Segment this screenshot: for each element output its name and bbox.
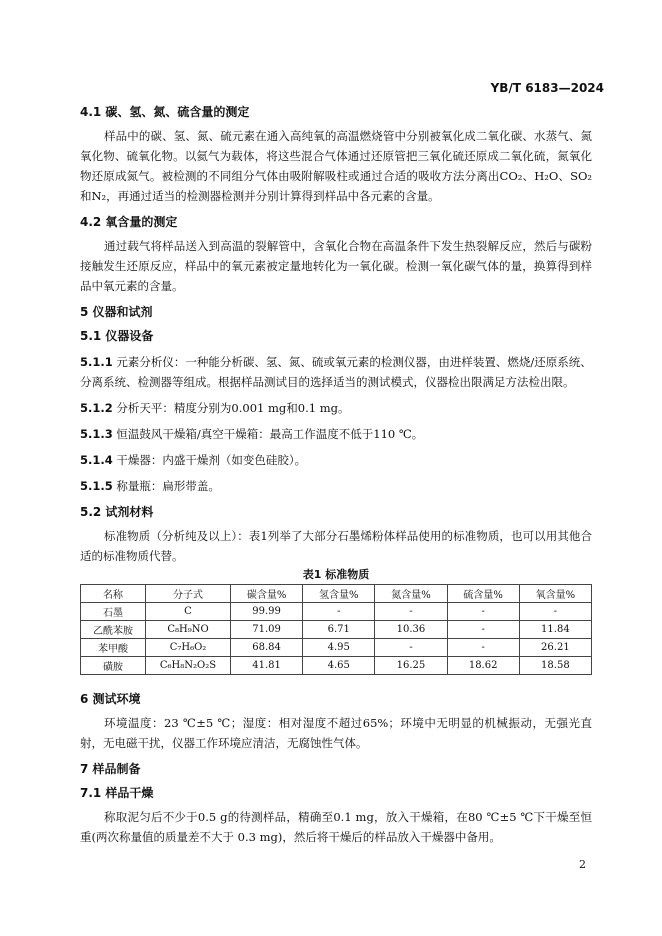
para-4-1: 样品中的碳、氢、氮、硫元素在通入高纯氧的高温燃烧管中分别被氧化成二氧化碳、水蒸气、氮氧化物、硫氧化物。以氦气为载体，将这些混合气体通过还原管把三氧化硫还原成二氧化硫，氮氧化物还原成氮气。被检测的不同组分气体由吸附解吸柱或通过合适的吸收方法分离出CO₂、H₂O、SO₂和N₂，再通过适当的检测器检测并分别计算得到样品中各元素的含量。: [80, 129, 592, 203]
item-number: 5.1.1: [80, 355, 113, 369]
table-row: [81, 639, 592, 657]
cell-name: 石墨: [81, 603, 146, 621]
cell-nitrogen: -: [375, 603, 447, 621]
heading-7: 7 样品制备: [80, 762, 141, 776]
cell-carbon: 68.84: [231, 639, 303, 657]
cell-formula: C: [146, 603, 231, 621]
standard-code: YB/T 6183—2024: [490, 81, 604, 95]
item-number: 5.1.2: [80, 401, 113, 415]
cell-sulfur: 18.62: [447, 657, 519, 675]
cell-oxygen: 11.84: [519, 621, 591, 639]
cell-oxygen: 18.58: [519, 657, 591, 675]
heading-4-1: 4.1 碳、氢、氮、硫含量的测定: [80, 105, 250, 119]
item-text: 干燥器：内盛干燥剂（如变色硅胶）。: [116, 453, 307, 467]
para-4-2: 通过载气将样品送入到高温的裂解管中，含氧化合物在高温条件下发生热裂解反应，然后与碳粉接触发生还原反应，样品中的氧元素被定量地转化为一氧化碳。检测一氧化碳气体的量，换算得到样品中氧元素的含量。: [80, 239, 592, 293]
item-number: 5.1.4: [80, 453, 113, 467]
cell-formula: C₇H₆O₂: [146, 639, 231, 657]
table-row: [81, 603, 592, 621]
header-nitrogen: 氮含量%: [375, 585, 447, 603]
cell-name: 磺胺: [81, 657, 146, 675]
item-number: 5.1.3: [80, 427, 113, 441]
heading-5: 5 仪器和试剂: [80, 305, 153, 319]
table-caption: 表1 标准物质: [302, 568, 370, 581]
header-oxygen: 氧含量%: [519, 585, 591, 603]
cell-nitrogen: -: [375, 639, 447, 657]
cell-oxygen: -: [519, 603, 591, 621]
item-5-1-1: [80, 352, 592, 392]
heading-7-1: 7.1 样品干燥: [80, 786, 154, 800]
para-7-1: 称取泥匀后不少于0.5 g的待测样品，精确至0.1 mg，放入干燥箱，在80 ℃±5 ℃下干燥至恒重(两次称量值的质量差不大于 0.3 mg)，然后将干燥后的样品放入干燥器中备用。: [80, 810, 592, 844]
cell-nitrogen: 16.25: [375, 657, 447, 675]
item-number: 5.1.5: [80, 479, 113, 493]
cell-sulfur: -: [447, 639, 519, 657]
item-5-1-5: [80, 476, 592, 496]
item-text: 恒温鼓风干燥箱/真空干燥箱：最高工作温度不低于110 ℃。: [116, 427, 424, 441]
para-5-2: 标准物质（分析纯及以上）：表1列举了大部分石墨烯粉体样品使用的标准物质，也可以用其他合适的标准物质代替。: [80, 529, 592, 563]
header-sulfur: 硫含量%: [447, 585, 519, 603]
cell-formula: C₆H₈N₂O₂S: [146, 657, 231, 675]
standard-materials-table: [80, 584, 592, 675]
item-5-1-3: [80, 424, 592, 444]
cell-carbon: 71.09: [231, 621, 303, 639]
cell-sulfur: -: [447, 603, 519, 621]
cell-name: 乙酰苯胺: [81, 621, 146, 639]
table-header-row: [81, 585, 592, 603]
heading-6: 6 测试环境: [80, 692, 141, 706]
table-row: [81, 621, 592, 639]
header-carbon: 碳含量%: [231, 585, 303, 603]
item-5-1-2: [80, 398, 592, 418]
cell-hydrogen: -: [303, 603, 375, 621]
cell-sulfur: -: [447, 621, 519, 639]
header-name: 名称: [81, 585, 146, 603]
heading-5-2: 5.2 试剂材料: [80, 505, 154, 519]
table-row: [81, 657, 592, 675]
item-text: 分析天平：精度分别为0.001 mg和0.1 mg。: [116, 401, 350, 415]
item-text: 称量瓶：扁形带盖。: [116, 479, 220, 493]
cell-name: 苯甲酸: [81, 639, 146, 657]
para-6: 环境温度：23 ℃±5 ℃；湿度：相对湿度不超过65%；环境中无明显的机械振动，无强光直射，无电磁干扰，仪器工作环境应清洁，无腐蚀性气体。: [80, 716, 592, 750]
cell-hydrogen: 4.65: [303, 657, 375, 675]
cell-nitrogen: 10.36: [375, 621, 447, 639]
item-5-1-4: [80, 450, 592, 470]
header-hydrogen: 氢含量%: [303, 585, 375, 603]
page-number: 2: [579, 858, 586, 871]
cell-oxygen: 26.21: [519, 639, 591, 657]
heading-5-1: 5.1 仪器设备: [80, 329, 154, 343]
cell-hydrogen: 4.95: [303, 639, 375, 657]
page-content: [80, 104, 592, 847]
cell-formula: C₈H₉NO: [146, 621, 231, 639]
item-text: 元素分析仪：一种能分析碳、氢、氮、硫或氧元素的检测仪器，由进样装置、燃烧/还原系统、分离系统、检测器等组成。根据样品测试目的选择适当的测试模式，仪器检出限满足方法检出限。: [80, 355, 592, 389]
cell-carbon: 41.81: [231, 657, 303, 675]
cell-carbon: 99.99: [231, 603, 303, 621]
cell-hydrogen: 6.71: [303, 621, 375, 639]
header-formula: 分子式: [146, 585, 231, 603]
heading-4-2: 4.2 氧含量的测定: [80, 215, 178, 229]
